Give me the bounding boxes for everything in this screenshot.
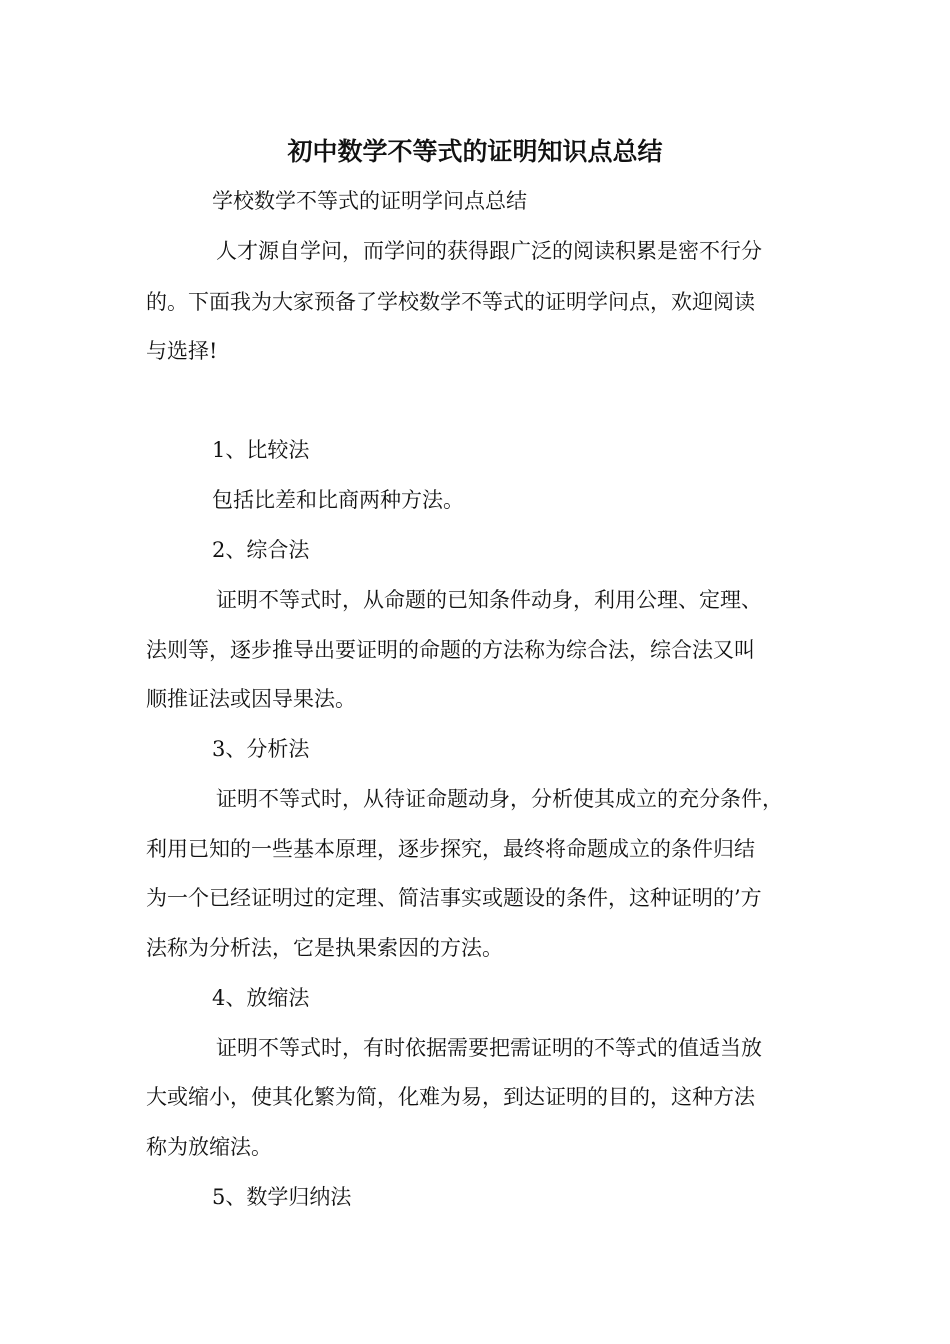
section-comparison-line-1: 包括比差和比商两种方法。 bbox=[212, 488, 464, 512]
section-synthesis-line-1: 证明不等式时，从命题的已知条件动身，利用公理、定理、 bbox=[216, 588, 762, 612]
section-analysis-line-4: 法称为分析法，它是执果索因的方法。 bbox=[146, 936, 503, 960]
section-analysis-line-3: 为一个已经证明过的定理、简洁事实或题设的条件，这种证明的’方 bbox=[146, 886, 762, 910]
section-scaling-line-2: 大或缩小，使其化繁为简，化难为易，到达证明的目的，这种方法 bbox=[146, 1085, 755, 1109]
section-heading-synthesis: 2、综合法 bbox=[212, 538, 310, 562]
section-scaling-line-1: 证明不等式时，有时依据需要把需证明的不等式的值适当放 bbox=[216, 1036, 762, 1060]
document-title: 初中数学不等式的证明知识点总结 bbox=[287, 137, 663, 166]
section-synthesis-line-2: 法则等，逐步推导出要证明的命题的方法称为综合法，综合法又叫 bbox=[146, 638, 755, 662]
section-heading-analysis: 3、分析法 bbox=[212, 737, 310, 761]
document-subtitle: 学校数学不等式的证明学问点总结 bbox=[212, 189, 527, 213]
section-synthesis-line-3: 顺推证法或因导果法。 bbox=[146, 687, 356, 711]
section-heading-comparison: 1、比较法 bbox=[212, 438, 310, 462]
intro-line-1: 人才源自学问，而学问的获得跟广泛的阅读积累是密不行分 bbox=[216, 239, 762, 263]
section-analysis-line-2: 利用已知的一些基本原理，逐步探究，最终将命题成立的条件归结 bbox=[146, 837, 755, 861]
section-heading-scaling: 4、放缩法 bbox=[212, 986, 310, 1010]
section-heading-induction: 5、数学归纳法 bbox=[212, 1185, 352, 1209]
intro-line-2: 的。下面我为大家预备了学校数学不等式的证明学问点，欢迎阅读 bbox=[146, 290, 755, 314]
section-scaling-line-3: 称为放缩法。 bbox=[146, 1135, 272, 1159]
section-analysis-line-1: 证明不等式时，从待证命题动身，分析使其成立的充分条件， bbox=[216, 787, 783, 811]
intro-line-3: 与选择! bbox=[146, 339, 218, 363]
